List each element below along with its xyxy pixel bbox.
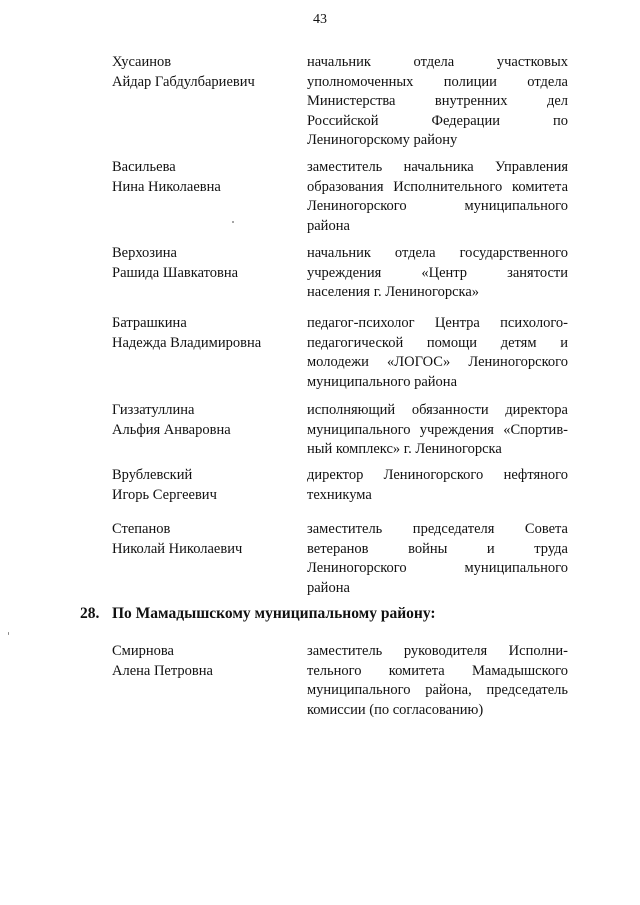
section-heading bbox=[80, 605, 436, 623]
position-line: Министерства внутренних дел bbox=[307, 93, 568, 109]
member-given-names: Алена Петровна bbox=[112, 662, 213, 679]
position-line: начальник отдела участковых bbox=[307, 54, 568, 70]
position-line: ветеранов войны и труда bbox=[307, 540, 568, 557]
position-line: педагог-психолог Центра психолого- bbox=[307, 315, 568, 331]
position-line: муниципального района bbox=[307, 373, 457, 390]
position-line: молодежи «ЛОГОС» Лениногорского bbox=[307, 354, 568, 370]
member-name bbox=[112, 158, 297, 197]
member-surname: Верхозина bbox=[112, 245, 177, 261]
member-given-names: Альфия Анваровна bbox=[112, 421, 231, 438]
position-line: заместитель председателя Совета bbox=[307, 521, 568, 537]
member-name bbox=[112, 642, 297, 681]
scan-speck bbox=[8, 632, 9, 635]
member-name bbox=[112, 53, 297, 92]
position-line: исполняющий обязанности директора bbox=[307, 402, 568, 418]
position-line: уполномоченных полиции отдела bbox=[307, 73, 568, 90]
position-line: учреждения «Центр занятости bbox=[307, 264, 568, 281]
member-given-names: Нина Николаевна bbox=[112, 178, 221, 195]
member-surname: Гиззатуллина bbox=[112, 402, 195, 418]
section-number: 28. bbox=[80, 605, 100, 622]
member-name bbox=[112, 314, 297, 353]
member-position bbox=[307, 401, 568, 460]
member-name bbox=[112, 520, 297, 559]
member-surname: Хусаинов bbox=[112, 54, 172, 70]
member-given-names: Игорь Сергеевич bbox=[112, 486, 217, 503]
position-line: муниципального учреждения «Спортив- bbox=[307, 421, 568, 438]
member-position bbox=[307, 520, 568, 598]
member-position bbox=[307, 244, 568, 303]
member-surname: Батрашкина bbox=[112, 315, 187, 331]
member-position bbox=[307, 314, 568, 392]
member-name bbox=[112, 244, 297, 283]
position-line: техникума bbox=[307, 486, 372, 503]
position-line: района bbox=[307, 579, 350, 596]
member-surname: Степанов bbox=[112, 521, 171, 537]
position-line: заместитель начальника Управления bbox=[307, 159, 568, 175]
position-line: комиссии (по согласованию) bbox=[307, 701, 484, 718]
position-line: ный комплекс» г. Лениногорска bbox=[307, 441, 502, 457]
position-line: тельного комитета Мамадышского bbox=[307, 662, 568, 679]
position-line: образования Исполнительного комитета bbox=[307, 178, 568, 195]
position-line: педагогической помощи детям и bbox=[307, 334, 568, 351]
member-position bbox=[307, 53, 568, 151]
position-line: населения г. Лениногорска» bbox=[307, 284, 480, 300]
position-line: Лениногорскому району bbox=[307, 132, 458, 148]
member-position bbox=[307, 466, 568, 505]
position-line: муниципального района, председатель bbox=[307, 682, 568, 698]
member-surname: Васильева bbox=[112, 159, 176, 175]
scan-speck bbox=[232, 221, 234, 223]
member-given-names: Рашида Шавкатовна bbox=[112, 264, 239, 281]
member-position bbox=[307, 642, 568, 720]
member-surname: Смирнова bbox=[112, 643, 174, 659]
member-given-names: Айдар Габдулбариевич bbox=[112, 73, 255, 90]
member-surname: Врублевский bbox=[112, 467, 193, 483]
member-position bbox=[307, 158, 568, 236]
position-line: заместитель руководителя Исполни- bbox=[307, 643, 568, 659]
position-line: Лениногорского муниципального bbox=[307, 198, 568, 214]
member-name bbox=[112, 401, 297, 440]
page-number: 43 bbox=[313, 12, 327, 27]
position-line: Российской Федерации по bbox=[307, 112, 568, 129]
position-line: района bbox=[307, 217, 350, 234]
member-name bbox=[112, 466, 297, 505]
member-given-names: Надежда Владимировна bbox=[112, 334, 262, 351]
position-line: начальник отдела государственного bbox=[307, 245, 568, 261]
position-line: Лениногорского муниципального bbox=[307, 560, 568, 576]
position-line: директор Лениногорского нефтяного bbox=[307, 467, 568, 483]
section-title: По Мамадышскому муниципальному району: bbox=[112, 605, 436, 622]
member-given-names: Николай Николаевич bbox=[112, 540, 243, 557]
